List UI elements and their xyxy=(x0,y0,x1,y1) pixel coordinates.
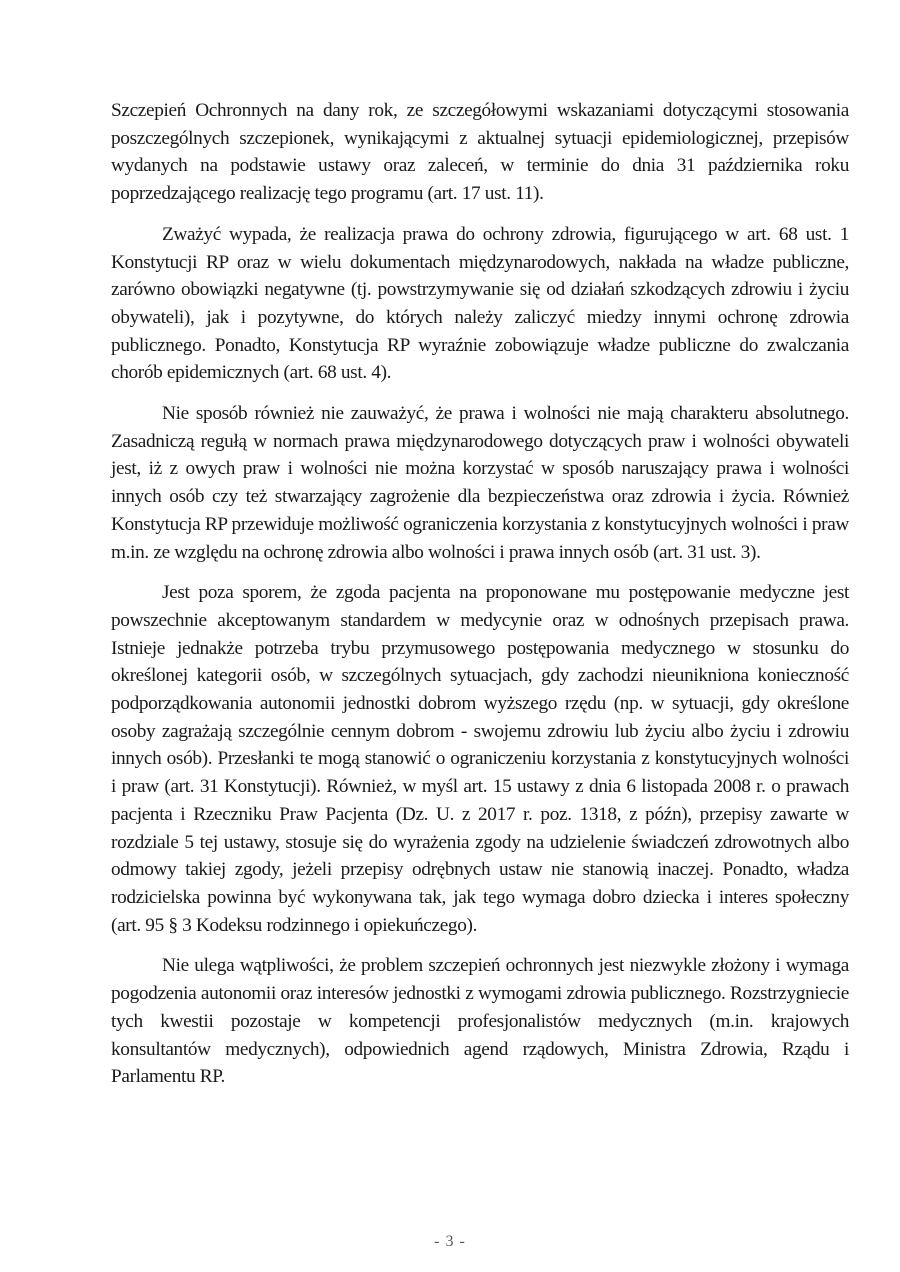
paragraph-konkluzja: Nie ulega wątpliwości, że problem szczepień ochronnych jest niezwykle złożony i wymaga pogodzenia autonomii oraz interesów jednostki z wymogami zdrowia publicznego. Rozstrzygniecie tych kwestii pozostaje w kompetencji profesjonalistów medycznych (m.in. krajowych konsultantów medycznych), odpowiednich agend rządowych, Ministra Zdrowia, Rządu i Parlamentu RP. xyxy=(111,955,849,1088)
paragraph-prawa-i-wolnosci: Nie sposób również nie zauważyć, że prawa i wolności nie mają charakteru absolutnego. Zasadniczą regułą w normach prawa międzynarodowego dotyczących praw i wolności obywateli jest, iż z owych praw i wolności nie można korzystać w sposób naruszający prawa i wolności innych osób czy też stwarzający zagrożenie dla bezpieczeństwa oraz zdrowia i życia. Również Konstytucja RP przewiduje możliwość ograniczenia korzystania z konstytucyjnych wolności i praw m.in. ze względu na ochronę zdrowia albo wolności i prawa innych osób (art. 31 ust. 3). xyxy=(111,403,849,563)
paragraph-zgoda-pacjenta: Jest poza sporem, że zgoda pacjenta na proponowane mu postępowanie medyczne jest powszechnie akceptowanym standardem w medycynie oraz w odnośnych przepisach prawa. Istnieje jednakże potrzeba trybu przymusowego postępowania medycznego w stosunku do określonej kategorii osób, w szczególnych sytuacjach, gdy zachodzi nieunikniona konieczność podporządkowania autonomii jednostki dobrom wyższego rzędu (np. w sytuacji, gdy określone osoby zagrażają szczególnie cennym dobrom - swojemu zdrowiu lub życiu albo życiu i zdrowiu innych osób). Przesłanki te mogą stanowić o ograniczeniu korzystania z konstytucyjnych wolności i praw (art. 31 Konstytucji). Również, w myśl art. 15 ustawy z dnia 6 listopada 2008 r. o prawach pacjenta i Rzeczniku Praw Pacjenta (Dz. U. z 2017 r. poz. 1318, z późn), przepisy zawarte w rozdziale 5 tej ustawy, stosuje się do wyrażenia zgody na udzielenie świadczeń zdrowotnych albo odmowy takiej zgody, jeżeli przepisy odrębnych ustaw nie stanowią inaczej. Ponadto, władza rodzicielska powinna być wykonywana tak, jak tego wymaga dobro dziecka i interes społeczny (art. 95 § 3 Kodeksu rodzinnego i opiekuńczego). xyxy=(111,582,849,936)
paragraph-prawo-do-ochrony-zdrowia: Zważyć wypada, że realizacja prawa do ochrony zdrowia, figurującego w art. 68 ust. 1 Konstytucji RP oraz w wielu dokumentach międzynarodowych, nakłada na władze publiczne, zarówno obowiązki negatywne (tj. powstrzymywanie się od działań szkodzących zdrowiu i życiu obywateli), jak i pozytywne, do których należy zaliczyć miedzy innymi ochronę zdrowia publicznego. Ponadto, Konstytucja RP wyraźnie zobowiązuje władze publiczne do zwalczania chorób epidemicznych (art. 68 ust. 4). xyxy=(111,223,849,384)
paragraph-program-szczepien: Szczepień Ochronnych na dany rok, ze szczegółowymi wskazaniami dotyczącymi stosowania poszczególnych szczepionek, wynikającymi z aktualnej sytuacji epidemiologicznej, przepisów wydanych na podstawie ustawy oraz zaleceń, w terminie do dnia 31 października roku poprzedzającego realizację tego programu (art. 17 ust. 11). xyxy=(111,100,849,205)
page-number: - 3 - xyxy=(434,1233,466,1250)
document-page-body xyxy=(111,97,849,1104)
